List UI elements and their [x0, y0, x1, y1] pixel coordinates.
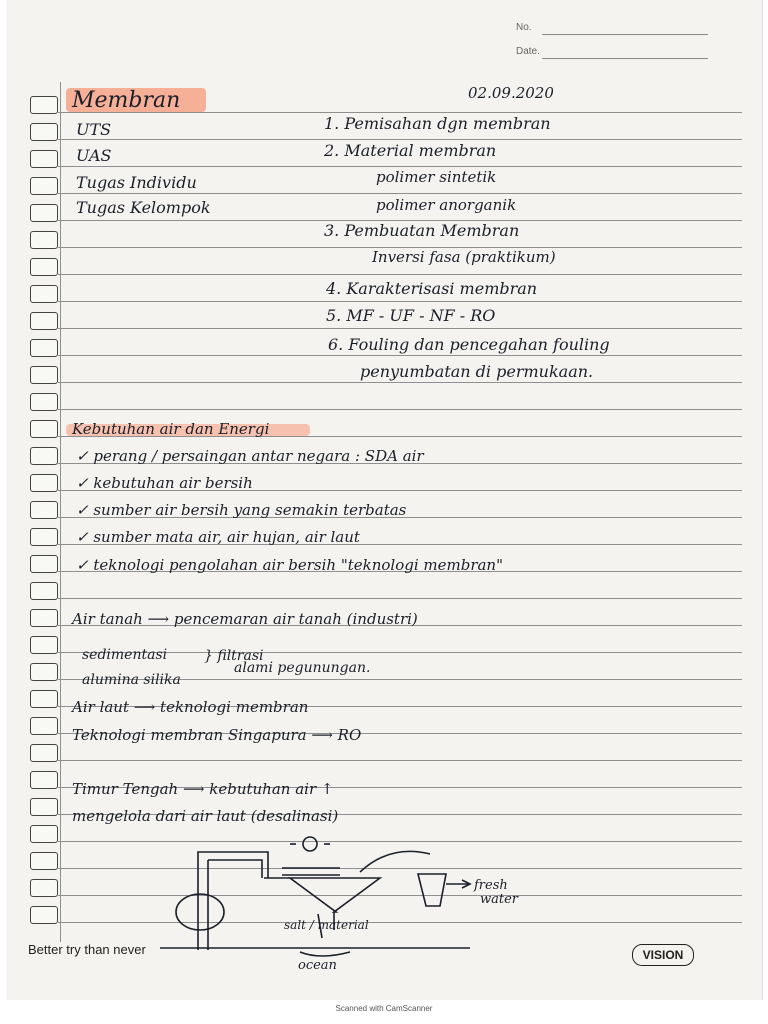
ruled-line [58, 760, 742, 761]
note-line: Air laut ⟶ teknologi membran [72, 698, 309, 716]
note-line: } filtrasi [204, 648, 264, 664]
pump-drawing [176, 894, 224, 930]
sun-drawing [303, 837, 317, 851]
date-label: Date. [516, 46, 540, 57]
desalination-sketch [0, 820, 768, 1000]
assessment-item: Tugas Kelompok [76, 198, 211, 217]
margin-checkbox [30, 339, 58, 357]
note-line: Teknologi membran Singapura ⟶ RO [72, 726, 362, 744]
sketch-label-water: water [480, 892, 519, 907]
margin-checkbox [30, 447, 58, 465]
footer-motto: Better try than never [28, 942, 146, 957]
sketch-label-salt: salt / material [284, 918, 369, 932]
margin-checkbox [30, 258, 58, 276]
margin-checkbox [30, 501, 58, 519]
syllabus-item: polimer anorganik [376, 196, 517, 214]
note-line: Air tanah ⟶ pencemaran air tanah (industri) [72, 610, 418, 628]
margin-checkbox [30, 150, 58, 168]
funnel-drawing [290, 878, 380, 912]
page-date: 02.09.2020 [468, 84, 554, 102]
cup-drawing [418, 874, 446, 906]
need-item: ✓ teknologi pengolahan air bersih "teknologi membran" [76, 556, 503, 574]
assessment-item: UAS [76, 146, 112, 165]
margin-checkbox [30, 123, 58, 141]
syllabus-item: Inversi fasa (praktikum) [372, 248, 556, 266]
need-item: ✓ sumber mata air, air hujan, air laut [76, 528, 360, 546]
margin-checkbox [30, 231, 58, 249]
syllabus-item: 2. Material membran [324, 141, 497, 160]
margin-checkbox [30, 366, 58, 384]
sketch-label-fresh: fresh [474, 878, 508, 893]
margin-checkbox [30, 177, 58, 195]
margin-checkbox [30, 204, 58, 222]
margin-checkbox [30, 285, 58, 303]
margin-checkbox [30, 663, 58, 681]
syllabus-item: polimer sintetik [376, 168, 497, 186]
margin-checkbox [30, 474, 58, 492]
ruled-line [58, 409, 742, 410]
margin-checkbox [30, 312, 58, 330]
syllabus-item: 4. Karakterisasi membran [326, 279, 538, 298]
note-line: alumina silika [82, 672, 181, 688]
margin-checkbox [30, 582, 58, 600]
margin-checkbox [30, 636, 58, 654]
ruled-line [58, 166, 742, 167]
date-line [542, 58, 708, 59]
margin-checkbox [30, 393, 58, 411]
margin-checkbox [30, 717, 58, 735]
syllabus-item: penyumbatan di permukaan. [360, 362, 594, 381]
margin-checkbox [30, 96, 58, 114]
margin-checkbox [30, 420, 58, 438]
ruled-line [58, 139, 742, 140]
ruled-line [58, 328, 742, 329]
note-line: sedimentasi [82, 647, 168, 663]
ruled-line [58, 598, 742, 599]
assessment-item: UTS [76, 120, 112, 139]
ruled-line [58, 274, 742, 275]
syllabus-item: 3. Pembuatan Membran [324, 221, 520, 240]
syllabus-item: 6. Fouling dan pencegahan fouling [328, 335, 610, 354]
note-line: Timur Tengah ⟶ kebutuhan air ↑ [72, 780, 334, 798]
margin-checkbox [30, 690, 58, 708]
margin-checkbox [30, 555, 58, 573]
margin-checkbox [30, 771, 58, 789]
ruled-line [58, 193, 742, 194]
margin-checkbox [30, 744, 58, 762]
ruled-line [58, 382, 742, 383]
margin-line [60, 82, 61, 942]
margin-checkbox [30, 609, 58, 627]
scanner-watermark: Scanned with CamScanner [335, 1004, 433, 1013]
need-item: ✓ sumber air bersih yang semakin terbatas [76, 501, 407, 519]
page-title: Membran [72, 88, 181, 113]
ruled-line [58, 301, 742, 302]
number-line [542, 34, 708, 35]
note-line: mengelola dari air laut (desalinasi) [72, 807, 339, 825]
margin-checkbox [30, 528, 58, 546]
vapor-arrow [360, 851, 430, 872]
number-label: No. [516, 22, 532, 33]
need-item: ✓ perang / persaingan antar negara : SDA air [76, 447, 424, 465]
syllabus-item: 1. Pemisahan dgn membran [324, 114, 551, 133]
ruled-line [58, 355, 742, 356]
note-line: alami pegunungan. [234, 660, 371, 676]
sketch-label-ocean: ocean [298, 958, 337, 973]
need-item: ✓ kebutuhan air bersih [76, 474, 253, 492]
brand-logo: VISION [632, 944, 694, 966]
assessment-item: Tugas Individu [76, 173, 197, 192]
syllabus-item: 5. MF - UF - NF - RO [326, 306, 496, 325]
tray-lines [282, 868, 340, 875]
margin-checkbox [30, 798, 58, 816]
section-heading: Kebutuhan air dan Energi [72, 420, 270, 438]
